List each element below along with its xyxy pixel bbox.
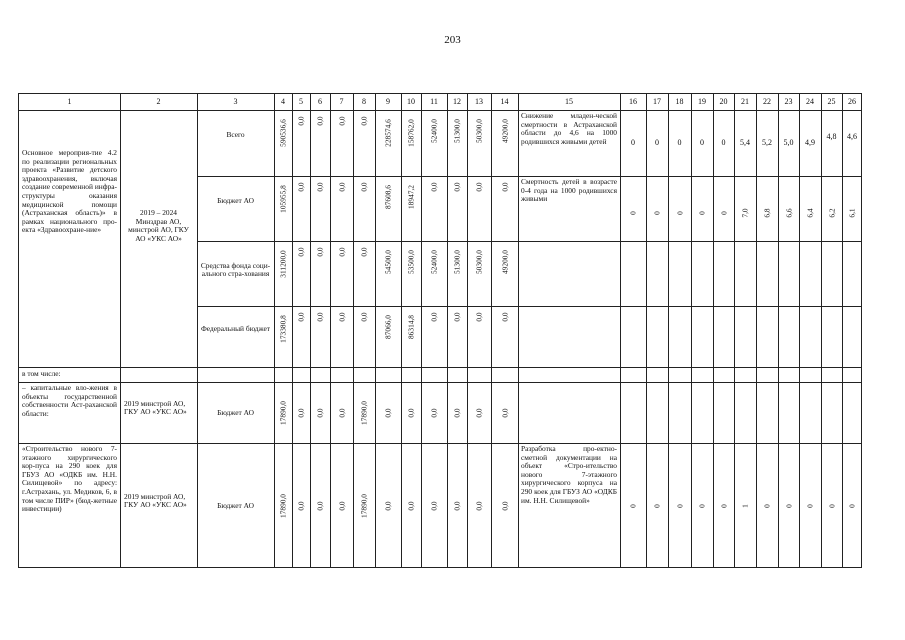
value-cell: 0,0 <box>359 247 369 257</box>
funding-source: Бюджет АО <box>217 195 254 205</box>
value-cell: 590536,6 <box>278 119 288 148</box>
column-header: 24 <box>806 97 814 106</box>
grid-line <box>842 110 843 367</box>
value-cell: 0,0 <box>315 312 325 322</box>
column-header: 4 <box>281 97 285 106</box>
target-cell: 0 <box>700 138 704 147</box>
grid-line <box>713 110 714 367</box>
construction-target-cell: 0 <box>697 503 707 508</box>
value-cell: 0,0 <box>429 182 439 192</box>
value-cell: 105955,8 <box>278 185 288 214</box>
capital-value-cell: 17890,0 <box>278 400 288 425</box>
grid-line <box>491 110 492 367</box>
target-cell: 5,2 <box>762 138 772 147</box>
value-cell: 0,0 <box>337 182 346 192</box>
grid-line <box>799 110 800 367</box>
indicator-text: Смертность детей в возрасте 0-4 года на 1000 родившихся живыми <box>521 177 617 204</box>
grid-line <box>620 110 621 367</box>
capital-value-cell: 17890,0 <box>359 400 369 425</box>
construction-value-cell: 17890,0 <box>278 493 288 518</box>
value-cell: 53500,0 <box>406 249 416 274</box>
column-header: 2 <box>156 97 161 106</box>
column-header: 25 <box>827 97 836 106</box>
grid-line <box>799 367 800 382</box>
value-cell: 51300,0 <box>452 249 462 274</box>
value-cell: 0,0 <box>359 182 369 192</box>
event-description: Основное мероприя-тие 4.2 по реализации региональных проекта «Развитие детского здравоохранения, включая создание современной инфра-структуры оказания медицинской помощи (Астраханская область)» в рамках национального про-екта «Здравоохране-ние» <box>22 148 117 235</box>
value-cell: 50300,0 <box>474 249 484 274</box>
value-cell: 0,0 <box>359 312 369 322</box>
grid-line <box>713 382 714 568</box>
grid-line <box>120 110 121 367</box>
target-cell: 6,8 <box>762 207 772 218</box>
page-number: 203 <box>444 34 461 46</box>
grid-line <box>401 110 402 367</box>
column-header: 5 <box>299 97 303 106</box>
value-cell: 158762,0 <box>406 119 416 148</box>
construction-value-cell: 0,0 <box>429 500 439 511</box>
capital-value-cell: 0,0 <box>406 407 416 418</box>
grid-line <box>756 382 757 568</box>
value-cell: 0,0 <box>296 312 306 322</box>
grid-line <box>668 367 669 382</box>
grid-line <box>120 367 121 382</box>
target-cell: 6,2 <box>827 207 836 218</box>
column-header: 26 <box>848 97 856 106</box>
grid-line <box>713 367 714 382</box>
grid-line <box>19 382 862 383</box>
grid-line <box>197 367 198 382</box>
grid-line <box>756 367 757 382</box>
construction-target-cell: 0 <box>784 503 793 508</box>
column-header: 11 <box>430 97 438 106</box>
grid-line <box>620 367 621 382</box>
column-header: 6 <box>318 97 322 106</box>
column-header: 15 <box>565 97 573 106</box>
construction-value-cell: 0,0 <box>315 500 325 511</box>
including-label: в том числе: <box>22 369 61 378</box>
value-cell: 0,0 <box>359 116 369 126</box>
grid-line <box>197 306 862 307</box>
capital-value-cell: 0,0 <box>474 407 484 418</box>
grid-line <box>734 110 735 367</box>
target-cell: 0 <box>652 210 662 215</box>
construction-target-cell: 0 <box>847 503 857 508</box>
grid-line <box>646 382 647 568</box>
indicator-text: Снижение младен-ческой смертности в Астраханской области до 4,6 на 1000 родившихся живыми детей <box>521 111 617 146</box>
value-cell: 0,0 <box>337 116 346 126</box>
construction-source: Бюджет АО <box>217 500 254 510</box>
grid-line <box>620 382 621 568</box>
target-cell: 4,9 <box>805 138 815 147</box>
grid-line <box>310 110 311 367</box>
construction-target-cell: 0 <box>762 503 772 508</box>
grid-line <box>691 110 692 367</box>
grid-line <box>842 367 843 382</box>
capital-source: Бюджет АО <box>217 407 254 417</box>
target-cell: 4,6 <box>847 132 857 141</box>
column-header: 3 <box>233 97 238 106</box>
grid-line <box>292 110 293 367</box>
grid-line <box>447 382 448 568</box>
value-cell: 0,0 <box>452 312 462 322</box>
value-cell: 87608,6 <box>383 184 393 209</box>
column-header: 17 <box>653 97 661 106</box>
value-cell: 0,0 <box>500 312 509 322</box>
construction-target-cell: 1 <box>740 503 750 508</box>
construction-value-cell: 0,0 <box>500 500 509 511</box>
construction-target-cell: 0 <box>719 503 728 508</box>
grid-line <box>799 382 800 568</box>
target-cell: 6,1 <box>847 207 857 218</box>
capital-value-cell: 0,0 <box>337 407 346 418</box>
grid-line <box>375 110 376 367</box>
grid-line <box>421 110 422 367</box>
grid-line <box>310 382 311 568</box>
value-cell: 0,0 <box>337 247 346 257</box>
grid-line <box>668 382 669 568</box>
construction-value-cell: 0,0 <box>337 500 346 511</box>
grid-line <box>310 367 311 382</box>
budget-table <box>18 93 862 568</box>
grid-line <box>197 110 198 367</box>
event-period: 2019 – 2024 Минздрав АО, минстрой АО, ГКУ АО «УКС АО» <box>128 208 189 243</box>
capital-value-cell: 0,0 <box>296 407 306 418</box>
value-cell: 0,0 <box>337 312 346 322</box>
column-header: 16 <box>629 97 637 106</box>
construction-value-cell: 0,0 <box>296 500 306 511</box>
column-header: 9 <box>386 97 390 106</box>
capital-description: – капитальные вло-жения в объекты государственной собственности Аст-раханской области: <box>22 383 117 418</box>
construction-indicator: Разработка про-ектно-сметной документации на объект «Стро-ительство нового 7-этажного хирургического корпуса на 290 коек для ГБУЗ АО «ОДКБ им. Н.Н. Силищевой» <box>521 444 617 505</box>
grid-line <box>821 367 822 382</box>
grid-line <box>756 110 757 367</box>
target-cell: 0 <box>719 210 728 215</box>
grid-line <box>274 110 275 367</box>
target-cell: 6,6 <box>784 207 793 218</box>
value-cell: 18947,2 <box>406 184 416 209</box>
value-cell: 228574,6 <box>383 119 393 148</box>
target-cell: 5,4 <box>740 138 750 147</box>
grid-line <box>821 382 822 568</box>
value-cell: 311200,0 <box>278 250 288 278</box>
grid-line <box>19 443 862 444</box>
grid-line <box>467 367 468 382</box>
target-cell: 0 <box>628 210 638 215</box>
target-cell: 0 <box>675 210 684 215</box>
column-header: 13 <box>475 97 483 106</box>
value-cell: 0,0 <box>429 312 439 322</box>
grid-line <box>353 382 354 568</box>
funding-source: Федеральный бюджет <box>200 323 271 333</box>
column-header: 22 <box>763 97 771 106</box>
grid-line <box>491 367 492 382</box>
construction-value-cell: 17890,0 <box>359 493 369 518</box>
value-cell: 50300,0 <box>474 118 484 143</box>
grid-line <box>330 367 331 382</box>
target-cell: 6,4 <box>805 207 815 218</box>
construction-period: 2019 минстрой АО, ГКУ АО «УКС АО» <box>124 491 187 510</box>
target-cell: 7,0 <box>740 207 750 218</box>
column-header: 7 <box>339 97 344 106</box>
value-cell: 86314,8 <box>406 314 416 339</box>
column-header: 1 <box>67 97 72 106</box>
column-header: 19 <box>698 97 706 106</box>
grid-line <box>778 110 779 367</box>
grid-line <box>646 110 647 367</box>
column-header: 8 <box>362 97 366 106</box>
construction-target-cell: 0 <box>652 503 662 508</box>
grid-line <box>330 110 331 367</box>
value-cell: 54500,0 <box>383 249 393 274</box>
grid-line <box>518 367 519 382</box>
grid-line <box>778 367 779 382</box>
value-cell: 0,0 <box>315 247 325 257</box>
target-cell: 4,8 <box>826 132 837 141</box>
construction-value-cell: 0,0 <box>452 500 462 511</box>
capital-period: 2019 минстрой АО, ГКУ АО «УКС АО» <box>124 398 187 417</box>
grid-line <box>518 110 519 367</box>
grid-line <box>292 367 293 382</box>
column-header: 20 <box>719 97 728 106</box>
grid-line <box>401 367 402 382</box>
value-cell: 49200,0 <box>500 249 509 274</box>
grid-line <box>778 382 779 568</box>
construction-description: «Строительство нового 7-этажного хирургического кор-пуса на 290 коек для ГБУЗ АО «ОДКБ им. Н.Н. Силищевой» по адресу: г.Астрахань, ул. Медиков, 6, в том числе ПИР» (бюд-жетные инвестиции) <box>22 444 117 514</box>
column-header: 14 <box>500 97 509 106</box>
grid-line <box>292 382 293 568</box>
value-cell: 0,0 <box>474 182 484 192</box>
grid-line <box>120 382 121 568</box>
grid-line <box>734 367 735 382</box>
grid-line <box>691 382 692 568</box>
value-cell: 0,0 <box>315 116 325 126</box>
value-cell: 0,0 <box>296 116 306 126</box>
capital-value-cell: 0,0 <box>500 407 509 418</box>
value-cell: 52400,0 <box>429 118 439 143</box>
column-header: 18 <box>675 97 684 106</box>
column-header: 12 <box>453 97 461 106</box>
construction-value-cell: 0,0 <box>474 500 484 511</box>
grid-line <box>19 367 862 368</box>
construction-target-cell: 0 <box>827 503 836 508</box>
grid-line <box>691 367 692 382</box>
value-cell: 0,0 <box>452 182 462 192</box>
funding-source: Всего <box>226 130 245 139</box>
target-cell: 0 <box>631 138 635 147</box>
value-cell: 0,0 <box>474 312 484 322</box>
grid-line <box>353 367 354 382</box>
grid-line <box>375 367 376 382</box>
value-cell: 0,0 <box>296 247 306 257</box>
grid-line <box>467 110 468 367</box>
grid-line <box>842 382 843 568</box>
value-cell: 87066,0 <box>383 314 393 339</box>
grid-line <box>197 382 198 568</box>
grid-line <box>491 382 492 568</box>
funding-source: Средства фонда соци-ального стра-хования <box>200 260 271 279</box>
target-cell: 5,0 <box>783 138 794 147</box>
grid-line <box>330 382 331 568</box>
value-cell: 52400,0 <box>429 249 439 274</box>
target-cell: 0 <box>721 138 726 147</box>
grid-line <box>19 110 862 111</box>
construction-value-cell: 0,0 <box>406 500 416 511</box>
grid-line <box>197 241 862 242</box>
target-cell: 0 <box>655 138 659 147</box>
value-cell: 0,0 <box>500 182 509 192</box>
grid-line <box>447 110 448 367</box>
target-cell: 0 <box>697 210 707 215</box>
grid-line <box>447 367 448 382</box>
grid-line <box>375 382 376 568</box>
column-header: 10 <box>407 97 415 106</box>
value-cell: 173380,8 <box>278 315 288 344</box>
column-header: 21 <box>741 97 749 106</box>
target-cell: 0 <box>677 138 682 147</box>
grid-line <box>274 367 275 382</box>
value-cell: 49200,0 <box>500 118 509 143</box>
construction-value-cell: 0,0 <box>383 500 393 511</box>
construction-target-cell: 0 <box>675 503 684 508</box>
grid-line <box>421 367 422 382</box>
capital-value-cell: 0,0 <box>452 407 462 418</box>
grid-line <box>274 382 275 568</box>
capital-value-cell: 0,0 <box>429 407 439 418</box>
column-header: 23 <box>784 97 793 106</box>
capital-value-cell: 0,0 <box>383 407 393 418</box>
grid-line <box>353 110 354 367</box>
grid-line <box>518 382 519 568</box>
value-cell: 0,0 <box>296 182 306 192</box>
grid-line <box>734 382 735 568</box>
construction-target-cell: 0 <box>805 503 815 508</box>
grid-line <box>467 382 468 568</box>
value-cell: 51300,0 <box>452 118 462 143</box>
grid-line <box>421 382 422 568</box>
construction-target-cell: 0 <box>628 503 638 508</box>
grid-line <box>668 110 669 367</box>
capital-value-cell: 0,0 <box>315 407 325 418</box>
value-cell: 0,0 <box>315 182 325 192</box>
grid-line <box>646 367 647 382</box>
grid-line <box>821 110 822 367</box>
grid-line <box>401 382 402 568</box>
